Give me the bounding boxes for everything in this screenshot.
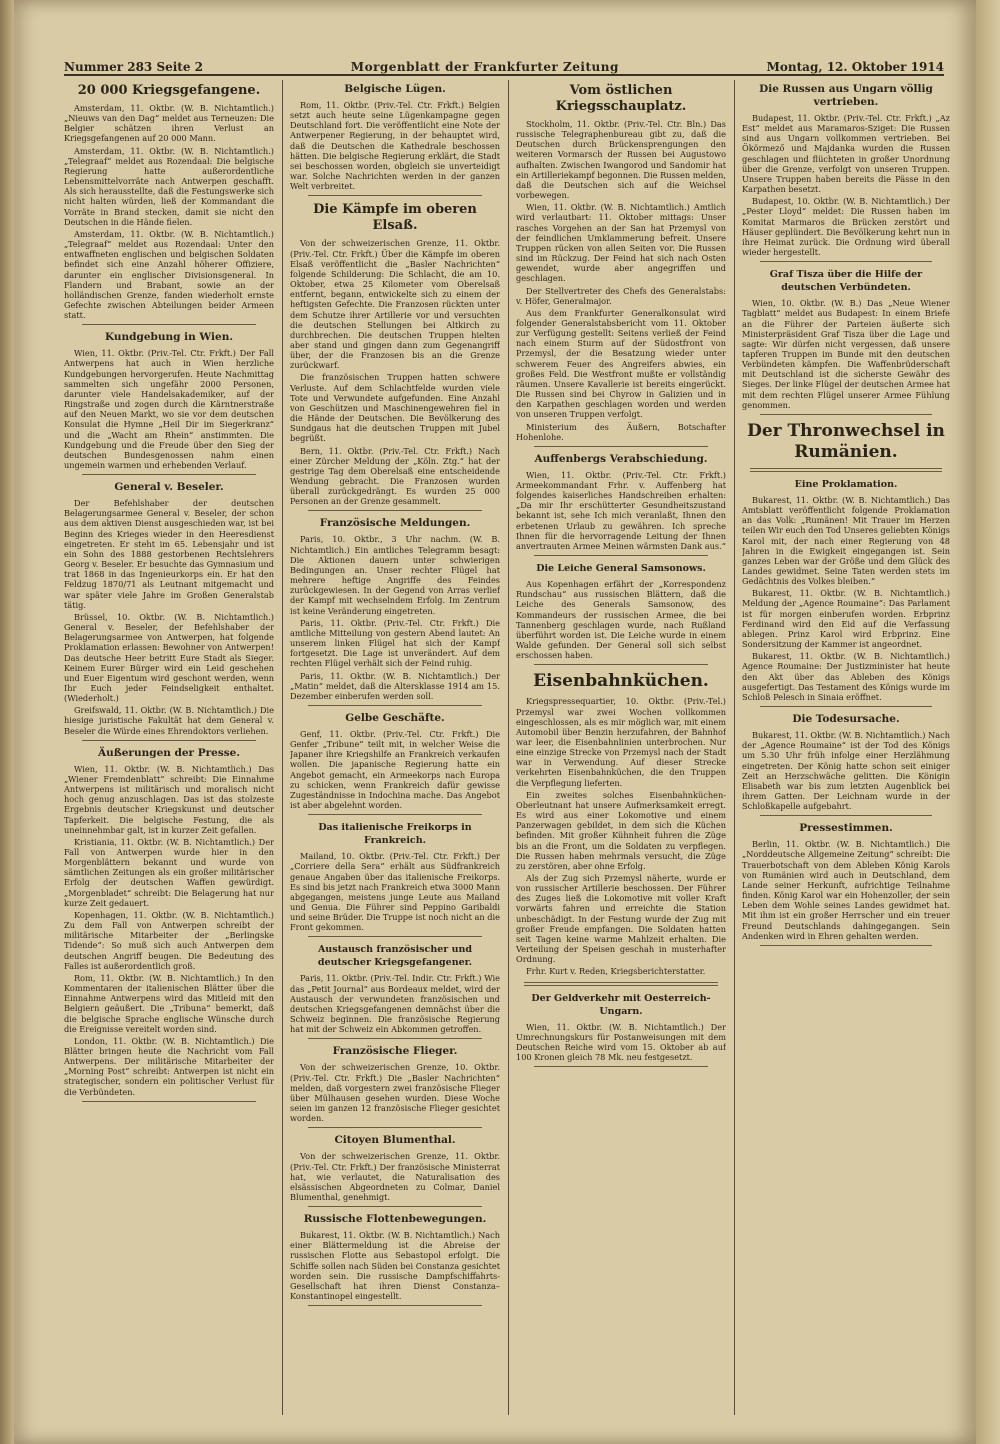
column-2 [290,80,500,1415]
article-heading: Die Leiche General Samsonows. [536,563,706,575]
article-paragraph: Paris, 11. Oktbr. (Priv.-Tel. Ctr. Frkft.) Die amtliche Mitteilung von gestern Abend lautet: An unserem linken Flügel hat sich der Kampf fortgesetzt. Die Lage ist unverändert. Auf dem rechten Flügel verhält sich der Feind ruhig. [290,617,500,669]
article-separator [82,324,256,325]
article-separator [308,936,482,937]
article [516,453,726,556]
article-heading: Französische Flieger. [332,1045,458,1058]
article [64,331,274,475]
article-paragraph: Ein zweites solches Eisenbahnküchen-Oberleutnant hat unsere Aufmerksamkeit erregt. Es wird aus einer Lokomotive und einem Panzerwagen gebildet, in dem sich die Küchen befinden. Mit großer Kühnheit fuhren die Züge bis an die Front, um die Soldaten zu verpflegen. Die Russen haben mehrmals versucht, die Züge zu zerstören, aber ohne Erfolg. [516,789,726,871]
article-paragraph: Wien, 11. Oktbr. (Priv.-Tel. Ctr. Frkft.) Der Fall Antwerpens hat auch in Wien herzliche Kundgebungen hervorgerufen. Heute Nachmittag sammelten sich ungefähr 2000 Personen, darunter viele Handelsakademiker, auf der Ringstraße und zogen durch die Kärntnerstraße auf den Neuen Markt, wo sie vor dem deutschen Konsulat die Hymne „Heil Dir im Siegerkranz“ und die „Wacht am Rhein“ anstimmten. Die Kundgebung und die Freude über den Sieg der deutschen Bundesgenossen nahm einen ungemein warmen und erhebenden Verlauf. [64,348,274,470]
article-heading: Citoyen Blumenthal. [334,1134,456,1147]
article-paragraph: Bukarest, 11. Oktbr. (W. B. Nichtamtlich.) Meldung der „Agence Roumaine“: Das Parlament ist für morgen einberufen worden. Erbprinz Ferdinand wird den Eid auf die Verfassung ablegen. Prinz Karol wird Erbprinz. Eine Sondersitzung der Kammer ist angeordnet. [742,588,950,650]
article-heading: Gelbe Geschäfte. [345,711,445,724]
newspaper-title: Morgenblatt der Frankfurter Zeitung [350,60,619,74]
article-paragraph: Wien, 10. Oktbr. (W. B.) Das „Neue Wiener Tagblatt“ meldet aus Budapest: In einem Briefe an die Führer der Parteien äußerte sich Ministerpräsident Graf Tisza über die Lage und sagte: Wir dürfen nicht vergessen, daß unsere tapferen Truppen im Bunde mit den deutschen Verbündeten kämpfen. Die Waffenbrüderschaft mit Deutschland ist die sicherste Gewähr des Sieges. Der linke Flügel der deutschen Armee hat mit dem rechten Flügel unserer Armee Fühlung genommen. [742,298,950,410]
article-separator [534,664,708,665]
article-separator [308,1305,482,1306]
article-paragraph: Budapest, 10. Oktbr. (W. B. Nichtamtlich.) Der „Pester Lloyd“ meldet: Die Russen haben im Komitat Marmaros die Brücken zerstört und Häuser geplündert. Die Bevölkerung kehrt nun in ihre Heimat zurück. Die Ordnung wird überall wieder hergestellt. [742,196,950,258]
article-body [516,579,726,660]
article [290,1134,500,1207]
article-paragraph: Brüssel, 10. Oktbr. (W. B. Nichtamtlich.) General v. Beseler, der Befehlshaber der Belagerungsarmee von Antwerpen, hat folgende Proklamation erlassen: Bewohner von Antwerpen! Das deutsche Heer betritt Eure Stadt als Sieger. Keinem Eurer Bürger wird ein Leid geschehen und Euer Eigentum wird geschont werden, wenn Ihr Euch jeder Feindseligkeit enthaltet. (Wiederholt.) [64,611,274,704]
article-body [516,696,726,976]
article-paragraph: Aus Kopenhagen erfährt der „Korrespondenz Rundschau“ aus russischen Blättern, daß die Leiche des Generals Samsonow, des Kommandeurs der russischen Armee, die bei Tannenberg geschlagen wurde, nach Rußland überführt worden ist. Die Leiche wurde in einem Walde gefunden. Der General soll sich selbst erschossen haben. [516,579,726,661]
article [290,1045,500,1128]
article-body [742,298,950,410]
article-body [290,973,500,1034]
article [516,671,726,985]
article-paragraph: Greifswald, 11. Oktbr. (W. B. Nichtamtlich.) Die hiesige juristische Fakultät hat dem General v. Beseler die Würde eines Ehrendoktors verliehen. [64,705,274,736]
adjacent-page-edge [976,0,1000,1444]
column-rule [734,80,735,1415]
article-paragraph: Kristiania, 11. Oktbr. (W. B. Nichtamtlich.) Der Fall von Antwerpen wurde hier in den Morgenblättern bekannt und wurde von sämtlichen Zeitungen als ein großer militärischer Erfolg der deutschen Waffen gewürdigt. „Morgenbladet“ schreibt: Die Belagerung hat nur kurze Zeit gedauert. [64,836,274,908]
article-paragraph: Als der Zug sich Przemysl näherte, wurde er von russischer Artillerie beschossen. Der Führer des Zuges ließ die Lokomotive mit voller Kraft vorwärts fahren und erreichte die Station unbeschädigt. In der Festung wurde der Zug mit großer Freude empfangen. Die Soldaten hatten seit Tagen keine warme Mahlzeit erhalten. Die Verteilung der Speisen geschah in musterhafter Ordnung. [516,873,726,965]
article-body [64,348,274,470]
article-heading: General v. Beseler. [114,481,224,494]
article-heading: Das italienische Freikorps in Frankreich. [318,822,472,847]
article-body [742,113,950,257]
article-heading: Die Kämpfe im oberen Elsaß. [313,202,477,234]
article-body [290,1062,500,1123]
article-paragraph: Amsterdam, 11. Oktbr. (W. B. Nichtamtlich.) „Telegraaf“ meldet aus Rozendaal: Die belgische Regierung hatte außerordentliche Lebensmittelvorräte nach Antwerpen geschafft. Als sich herausstellte, daß die Festungswerke sich nicht halten würden, ließ der Kommandant die Vorräte in Brand stecken, damit sie nicht den Deutschen in die Hände fielen. [64,145,274,227]
article [742,421,950,472]
article-paragraph: Bukarest, 11. Oktbr. (W. B. Nichtamtlich.) Das Amtsblatt veröffentlicht folgende Proklamation an das Volk: „Rumänen! Mit Trauer im Herzen teilen Wir euch den Tod Unseres geliebten Königs Karol mit, der nach einer Regierung von 48 Jahren in die Ewigkeit eingegangen ist. Sein ganzes Leben war der Größe und dem Glück des Landes gewidmet. Seine Taten werden stets im Gedächtnis des Volkes bleiben.“ [742,494,950,587]
article-paragraph: Kriegspressequartier, 10. Oktbr. (Priv.-Tel.) Przemysl war zwei Wochen vollkommen eingeschlossen, als es mir möglich war, mit einem Automobil über Benzin herzufahren, der Bahnhof war leer, die Eisenbahnlinien unterbrochen. Nur eine einzige Strecke von Przemysl nach der Stadt war in Verwendung. Auf dieser Strecke verkehrten Eisenbahnküchen, die den Truppen die Verpflegung lieferten. [516,696,726,788]
article-body [290,851,500,932]
article-separator [308,814,482,815]
article-paragraph: Amsterdam, 11. Oktbr. (W. B. Nichtamtlich.) „Telegraaf“ meldet aus Rozendaal: Unter den entwaffneten englischen und belgischen Soldaten befindet sich eine Anzahl höherer Offiziere, darunter ein englischer Divisionsgeneral. In Flandern und Brabant, sowie an der holländischen Grenze, fanden wiederholt ernste Gefechte zwischen Abteilungen beider Armeen statt. [64,228,274,321]
article-separator [534,555,708,556]
article-separator [760,815,932,816]
article [516,992,726,1068]
article-paragraph: Paris, 11. Oktbr. (Priv.-Tel. Indir. Ctr. Frkft.) Wie das „Petit Journal“ aus Bordeaux meldet, wird der Austausch der verwundeten französischen und deutschen Kriegsgefangenen demnächst über die Schweiz beginnen. Die französische Regierung hat mit der Schweiz ein Abkommen getroffen. [290,973,500,1035]
article-separator [524,982,718,986]
book-spine [0,0,14,1444]
article-paragraph: Amsterdam, 11. Oktbr. (W. B. Nichtamtlich.) „Nieuws van den Dag“ meldet aus Terneuzen: Die Belgier schätzen ihren Verlust an Kriegsgefangenen auf 20 000 Mann. [64,103,274,144]
article-body [516,470,726,551]
article-separator [308,705,482,706]
article-body [290,238,500,506]
article-separator [308,1038,482,1039]
article-body [64,103,274,320]
article-heading: Eine Proklamation. [794,478,898,490]
article-paragraph: Aus dem Frankfurter Generalkonsulat wird folgender Generalstabsbericht vom 11. Oktober zur Verfügung gestellt: Seitens verließ der Feind nach einem Sturm auf der Südostfront von Przemysl, der die Besatzung wieder unter schwerem Feuer des Angreifers abwies, ein großes Feld. Die Westfront mußte er vollständig räumen. Unsere Kavallerie ist bereits eingerückt. Die Russen sind bei Chyrow in Galizien und in den Karpathen geschlagen worden und werden von unseren Truppen verfolgt. [516,307,726,420]
article-paragraph: Von der schweizerischen Grenze, 10. Oktbr. (Priv.-Tel. Ctr. Frkft.) Die „Basler Nachrichten“ melden, daß vorgestern zwei französische Flieger über Mülhausen gesehen wurden. Diese Woche seien im ganzen 12 französische Flieger gesichtet worden. [290,1062,500,1124]
article-paragraph: Rom, 11. Oktbr. (W. B. Nichtamtlich.) In den Kommentaren der italienischen Blätter über die Einnahme Antwerpens wird das Mitleid mit den Belgiern geäußert. Die „Tribuna“ bemerkt, daß die belgische Sprache englische Wünsche durch die Ereignisse vereitelt worden sind. [64,972,274,1034]
columns-area [64,80,950,1415]
article-paragraph: Der Stellvertreter des Chefs des Generalstabs: v. Höfer, Generalmajor. [516,285,726,306]
article-paragraph: Mailand, 10. Oktbr. (Priv.-Tel. Ctr. Frkft.) Der „Corriere della Sera“ erhält aus Südfrankreich genaue Angaben über das italienische Freikorps. Es sind bis jetzt nach Frankreich etwa 3000 Mann abgegangen, meistens junge Leute aus Mailand und Genua. Die Führer sind Peppino Garibaldi und seine Brüder. Die Truppe ist noch nicht an die Front gekommen. [290,851,500,933]
article [290,943,500,1039]
article [290,821,500,937]
article-paragraph: London, 11. Oktbr. (W. B. Nichtamtlich.) Die Blätter bringen heute die Nachricht vom Fall Antwerpens. Der militärische Mitarbeiter der „Morning Post“ schreibt: Antwerpen ist nicht ein strategischer, sondern ein politischer Verlust für die Verbündeten. [64,1035,274,1097]
article-paragraph: Genf, 11. Oktbr. (Priv.-Tel. Ctr. Frkft.) Die Genfer „Tribune“ teilt mit, in welcher Weise die Japaner ihre Kriegshilfe an Frankreich verkaufen wollen. Die japanische Regierung hatte ein Angebot gemacht, ein Armeekorps nach Europa zu schicken, wenn Frankreich dafür gewisse Zugeständnisse in Indochina mache. Das Angebot ist aber abgelehnt worden. [290,728,500,811]
article-paragraph: Rom, 11. Oktbr. (Priv.-Tel. Ctr. Frkft.) Belgien setzt auch heute seine Lügenkampagne gegen Deutschland fort. Die veröffentlicht eine Note der Antwerpener Regierung, in der behauptet wird, daß die Deutschen die Kathedrale beschossen hätten. Die belgische Regierung erklärt, die Stadt sei beschossen worden, obgleich sie unverteidigt war. Solche Nachrichten werden in der ganzen Welt verbreitet. [290,100,500,192]
issue-and-page: Nummer 283 Seite 2 [64,60,204,74]
article-heading: 20 000 Kriegsgefangene. [77,83,261,98]
article-paragraph: Kopenhagen, 11. Oktbr. (W. B. Nichtamtlich.) Zu dem Fall von Antwerpen schreibt der militärische Mitarbeiter der „Berlingske Tidende“: So muß sich auch Antwerpen dem deutschen Angriff beugen. Die Bedeutung des Falles ist außerordentlich groß. [64,909,274,971]
article-body [290,534,500,701]
article-heading: Pressestimmen. [799,822,893,835]
article [64,481,274,741]
issue-date: Montag, 12. Oktober 1914 [766,60,944,74]
article [742,83,950,262]
article [64,83,274,325]
article-paragraph: Von der schweizerischen Grenze, 11. Oktbr. (Priv.-Tel. Ctr. Frkft.) Der französische Ministerrat hat, wie verlautet, die Naturalisation des elsässischen Abgeordneten zu Colmar, Daniel Blumenthal, genehmigt. [290,1151,500,1202]
article-body [64,498,274,736]
column-4 [742,80,950,1415]
article-separator [82,1101,256,1102]
article [290,83,500,196]
article-separator [750,468,942,472]
article-separator [82,740,256,741]
article [742,713,950,816]
article-paragraph: Wien, 11. Oktbr. (W. B. Nichtamtlich.) Das „Wiener Fremdenblatt“ schreibt: Die Einnahme Antwerpens ist militärisch und moralisch nicht hoch genug anzuschlagen. Das ist das stolzeste Ergebnis deutscher Kriegskunst und deutscher Tapferkeit. Die belgische Festung, die als uneinnehmbar galt, ist in kurzer Zeit gefallen. [64,763,274,835]
article-separator [534,1066,708,1067]
article-body [742,730,950,811]
article-separator [760,945,932,946]
article-heading: Vom östlichen Kriegsschauplatz. [555,83,687,114]
article-paragraph: Bern, 11. Oktbr. (Priv.-Tel. Ctr. Frkft.) Nach einer Zürcher Meldung der „Köln. Ztg.“ hat der gestrige Tag dem Oberelsaß eine entscheidende Wendung gebracht. Die Franzosen wurden überall zurückgedrängt. Es wurden 25 000 Personen an der Grenze gesammelt. [290,445,500,507]
article-paragraph: Bukarest, 11. Oktbr. (W. B. Nichtamtlich.) Nach einer Blättermeldung ist die Abreise der russischen Flotte aus Sebastopol erfolgt. Die Schiffe sollen nach Süden bei Constanza gesichtet worden sein. Die russische Dampfschiffahrts-Gesellschaft hat ihren Dienst Constanza–Konstantinopel eingestellt. [290,1230,500,1302]
article-body [742,839,950,941]
article-paragraph: Berlin, 11. Oktbr. (W. B. Nichtamtlich.) Die „Norddeutsche Allgemeine Zeitung“ schreibt: Die Trauerbotschaft von dem Ableben König Karols von Rumänien wird auch in Deutschland, dem Lande seiner Herkunft, aufrichtige Teilnahme finden. König Karol war ein Hohenzoller, der sein Leben dem Wohle seines Landes gewidmet hat. Mit ihm ist ein großer Herrscher und ein treuer Freund Deutschlands dahingegangen. Sein Andenken wird in Ehren gehalten werden. [742,839,950,941]
article-heading: Kundgebung in Wien. [105,331,233,344]
article-body [516,119,726,442]
article-separator [308,195,482,196]
article-heading: Austausch französischer und deutscher Kriegsgefangener. [317,944,473,969]
article-separator [308,1127,482,1128]
article-body [290,729,500,810]
article [742,478,950,707]
article-paragraph: Bukarest, 11. Oktbr. (W. B. Nichtamtlich.) Nach der „Agence Roumaine“ ist der Tod des Königs um 5.30 Uhr früh infolge einer Herzlähmung eingetreten. Der König hatte schon seit einiger Zeit an Herzschwäche gelitten. Die Königin Elisabeth war bis zum letzten Augenblick bei ihrem Gatten. Der Leichnam wurde in der Schloßkapelle aufgebahrt. [742,730,950,812]
article [516,83,726,447]
article-heading: Der Geldverkehr mit Oesterreich-Ungarn. [531,992,711,1017]
article-separator [534,446,708,447]
article-paragraph: Frhr. Kurt v. Reden, Kriegsberichterstatter. [526,966,706,977]
article-paragraph: Wien, 11. Oktbr. (W. B. Nichtamtlich.) Der Umrechnungskurs für Postanweisungen mit dem Deutschen Reiche wird vom 15. Oktober ab auf 100 Kronen gleich 78 Mk. neu festgesetzt. [516,1021,726,1063]
article-heading: Russische Flottenbewegungen. [303,1213,487,1226]
article-body [64,764,274,1097]
column-3 [516,80,726,1415]
article-heading: Französische Meldungen. [319,517,471,530]
article-separator [82,474,256,475]
article-separator [760,706,932,707]
article-heading: Die Todesursache. [792,713,900,726]
article-paragraph: Stockholm, 11. Oktbr. (Priv.-Tel. Ctr. Bln.) Das russische Telegraphenbureau gibt zu, daß die Deutschen durch Brückensprengungen den weiteren Vormarsch der Russen bei Augustowo aufhalten. Zwischen Iwangorod und Sandomir hat ein Artilleriekampf begonnen. Die Russen melden, daß die Deutschen sich auf die Weichsel vorbewegen. [516,119,726,201]
article-heading: Belgische Lügen. [344,83,446,95]
article-separator [760,414,932,415]
article-paragraph: Die französischen Truppen hatten schwere Verluste. Auf dem Schlachtfelde wurden viele Tote und Verwundete aufgefunden. Eine Anzahl von Geschützen und Maschinengewehren fiel in die Hände der Deutschen. Die Bevölkerung des Sundgaus hat die deutschen Truppen mit Jubel begrüßt. [290,372,500,444]
article-body [290,1151,500,1202]
article [290,517,500,706]
article-heading: Die Russen aus Ungarn völlig vertrieben. [759,83,933,108]
article [742,822,950,946]
article-separator [308,510,482,511]
article-paragraph: Budapest, 11. Oktbr. (Priv.-Tel. Ctr. Frkft.) „Az Est“ meldet aus Maramaros-Sziget: Die Russen sind aus Ungarn vollkommen vertrieben. Bei Ökörmező und Majdanka wurden die Russen geschlagen und flüchteten in großer Unordnung über die Grenze, verfolgt von unseren Truppen. Unsere Truppen haben bereits die Pässe in den Karpathen besetzt. [742,113,950,195]
column-rule [508,80,509,1415]
article-separator [308,1206,482,1207]
article [742,268,950,415]
masthead [64,52,944,76]
article-body [742,495,950,702]
article-paragraph: Wien, 11. Oktbr. (Priv.-Tel. Ctr. Frkft.) Armeekommandant Frhr. v. Auffenberg hat folgendes kaiserliches Handschreiben erhalten: „Da mir Ihr erschütterter Gesundheitszustand bekannt ist, sehe Ich mich veranlaßt, Ihnen den erbetenen Urlaub zu gewähren. Ich spreche Ihnen für die hervorragende Leitung der Ihnen anvertrauten Armee Meinen wärmsten Dank aus.“ [516,469,726,551]
article-heading: Auffenbergs Verabschiedung. [534,452,708,465]
article-body [290,100,500,191]
article-paragraph: Wien, 11. Oktbr. (W. B. Nichtamtlich.) Amtlich wird verlautbart: 11. Oktober mittags: Unser rasches Vorgehen an der San hat Przemysl von der feindlichen Umklammerung befreit. Unsere Truppen rücken von allen Seiten vor. Die Russen sind im Rückzug. Der Feind hat sich nach Osten gewendet, wurde aber angegriffen und geschlagen. [516,202,726,284]
article-body [516,1022,726,1063]
article-body [290,1230,500,1301]
article-separator [760,261,932,262]
article [290,1213,500,1306]
article [290,202,500,511]
article [290,712,500,815]
article [64,747,274,1102]
article-heading: Eisenbahnküchen. [533,671,709,692]
newspaper-page [14,0,976,1444]
column-1 [64,80,274,1415]
article-heading: Graf Tisza über die Hilfe der deutschen Verbündeten. [769,269,923,294]
article-heading: Äußerungen der Presse. [97,746,241,759]
article-paragraph: Von der schweizerischen Grenze, 11. Oktbr. (Priv.-Tel. Ctr. Frkft.) Über die Kämpfe im oberen Elsaß veröffentlicht die „Basler Nachrichten“ folgende Schilderung: Die Schlacht, die am 10. Oktober, etwa 25 Kilometer vom Oberelsaß entfernt, begann, entwickelte sich zu einem der heftigsten Gefechte. Die Franzosen rückten unter dem Schutze ihrer Artillerie vor und versuchten die deutschen Stellungen bei Altkirch zu durchbrechen. Die deutschen Truppen hielten aber stand und gingen dann zum Gegenangriff über, der die Franzosen bis an die Grenze zurückwarf. [290,238,500,371]
article-paragraph: Paris, 11. Oktbr. (W. B. Nichtamtlich.) Der „Matin“ meldet, daß die Altersklasse 1914 am 15. Dezember einberufen werden soll. [290,670,500,701]
article [516,562,726,665]
article-paragraph: Der Befehlshaber der deutschen Belagerungsarmee General v. Beseler, der schon aus dem aktiven Dienst ausgeschieden war, ist bei Beginn des Krieges wieder in den Heeresdienst eingetreten. Er steht im 65. Lebensjahr und ist ein Sohn des 1888 gestorbenen Rechtslehrers Georg v. Beseler. Er besuchte das Gymnasium und trat 1868 in das Ingenieurkorps ein. Er hat den Feldzug 1870/71 als Leutnant mitgemacht und war später viele Jahre im Großen Generalstab tätig. [64,498,274,610]
article-paragraph: Ministerium des Äußern, Botschafter Hohenlohe. [516,421,726,442]
article-paragraph: Bukarest, 11. Oktbr. (W. B. Nichtamtlich.) Agence Roumaine: Der Justizminister hat heute den Akt über das Ableben des Königs ausgefertigt. Das Testament des Königs wurde im Schloß Pelesch in Sinaia eröffnet. [742,651,950,702]
article-paragraph: Paris, 10. Oktbr., 3 Uhr nachm. (W. B. Nichtamtlich.) Ein amtliches Telegramm besagt: Die Aktionen dauern unter schwierigen Bedingungen an. Unser rechter Flügel hat mehrere heftige Angriffe des Feindes zurückgewiesen. In der Gegend von Arras verlief der Kampf mit wechselndem Erfolg. Im Zentrum ist keine Veränderung eingetreten. [290,534,500,616]
column-rule [282,80,283,1415]
article-heading: Der Thronwechsel in Rumänien. [747,420,945,462]
